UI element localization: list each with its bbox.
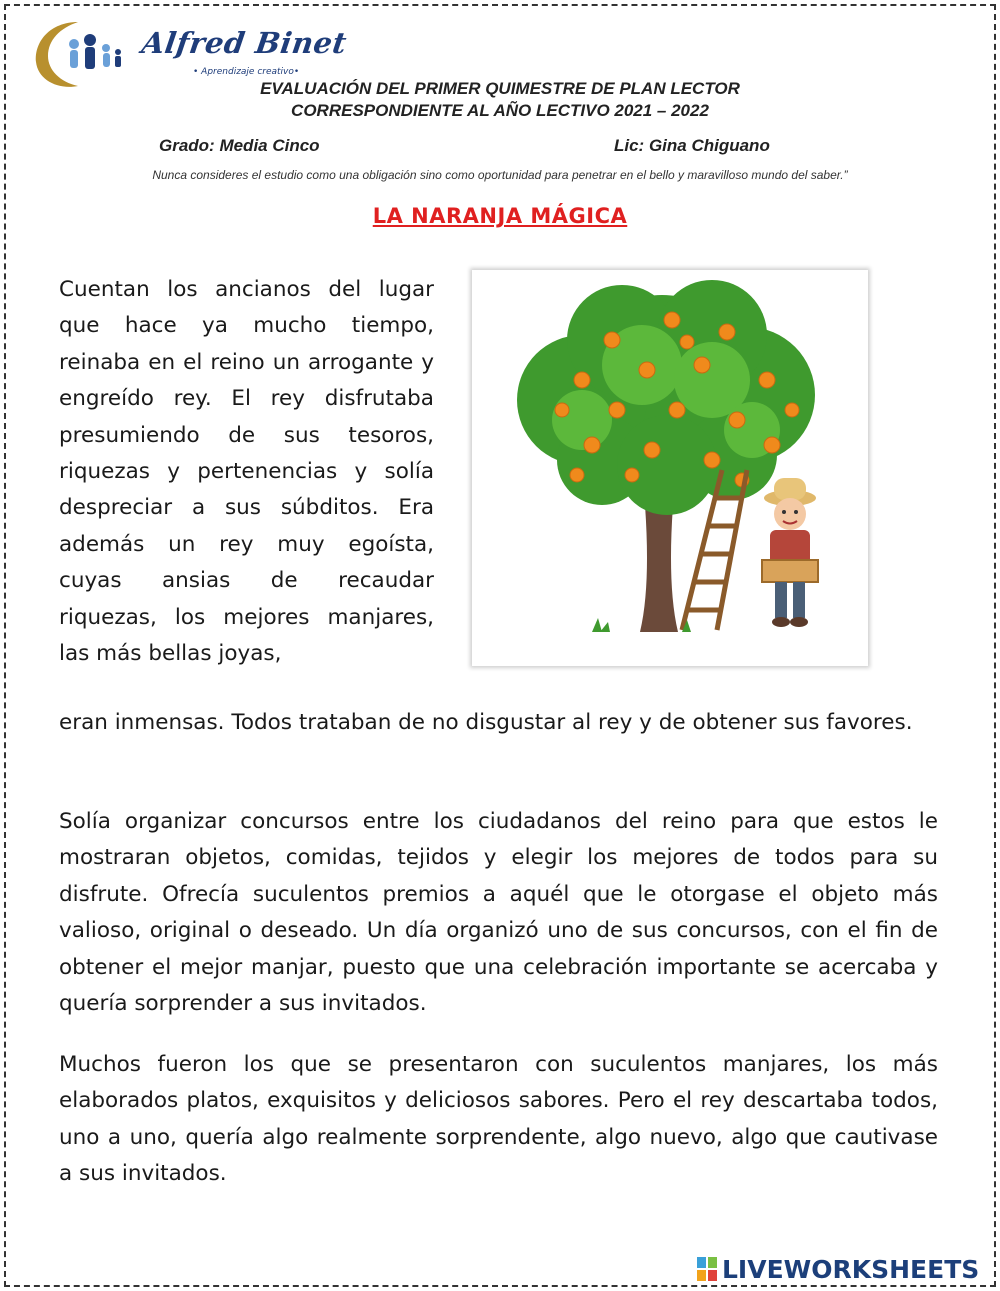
story-title: LA NARANJA MÁGICA [372, 204, 628, 228]
paragraph-1-continued: eran inmensas. Todos trataban de no disgustar al rey y de obtener sus favores. [59, 710, 913, 735]
grade-label: Grado: Media Cinco [159, 136, 320, 155]
liveworksheets-watermark [696, 1254, 979, 1284]
evaluation-title-line-2: CORRESPONDIENTE AL AÑO LECTIVO 2021 – 2022 [291, 101, 709, 120]
evaluation-title-line-1: EVALUACIÓN DEL PRIMER QUIMESTRE DE PLAN LECTOR [260, 79, 740, 98]
paragraph-3: Muchos fueron los que se presentaron con suculentos manjares, los más elaborados platos, exquisitos y deliciosos sabores. Pero el rey descartaba todos, uno a uno, quería algo realmente sorprendente, algo nuevo, algo que cautivase a sus invitados. [59, 1052, 938, 1187]
orange-tree-icon [472, 270, 868, 666]
teacher-label: Lic: Gina Chiguano [614, 136, 770, 155]
paragraph-1-wrapped: Cuentan los ancianos del lugar que hace ya mucho tiempo, reinaba en el reino un arrogante y engreído rey. El rey disfrutaba presumiendo de sus tesoros, riquezas y pertenencias y solía despreciar a sus súbditos. Era además un rey muy egoísta, cuyas ansias de recaudar riquezas, los mejores manjares, las más bellas joyas, [59, 277, 434, 667]
motto-quote: Nunca consideres el estudio como una obligación sino como oportunidad para penetrar en el bello y maravilloso mundo del saber.” [152, 168, 848, 182]
watermark-text: LIVEWORKSHEETS [722, 1254, 980, 1284]
orange-tree-illustration [472, 270, 868, 666]
liveworksheets-logo-icon [696, 1256, 718, 1282]
paragraph-2: Solía organizar concursos entre los ciudadanos del reino para que estos le mostraran objetos, comidas, tejidos y elegir los mejores de todos para su disfrute. Ofrecía suculentos premios a aquél que le otorgase el objeto más valioso, original o deseado. Un día organizó uno de sus concursos, con el fin de obtener el mejor manjar, puesto que una celebración importante se acercaba y quería sorprender a sus invitados. [59, 809, 938, 1017]
brand-tagline: • Aprendizaje creativo• [193, 67, 300, 77]
brand-name: Alfred Binet [139, 26, 349, 60]
